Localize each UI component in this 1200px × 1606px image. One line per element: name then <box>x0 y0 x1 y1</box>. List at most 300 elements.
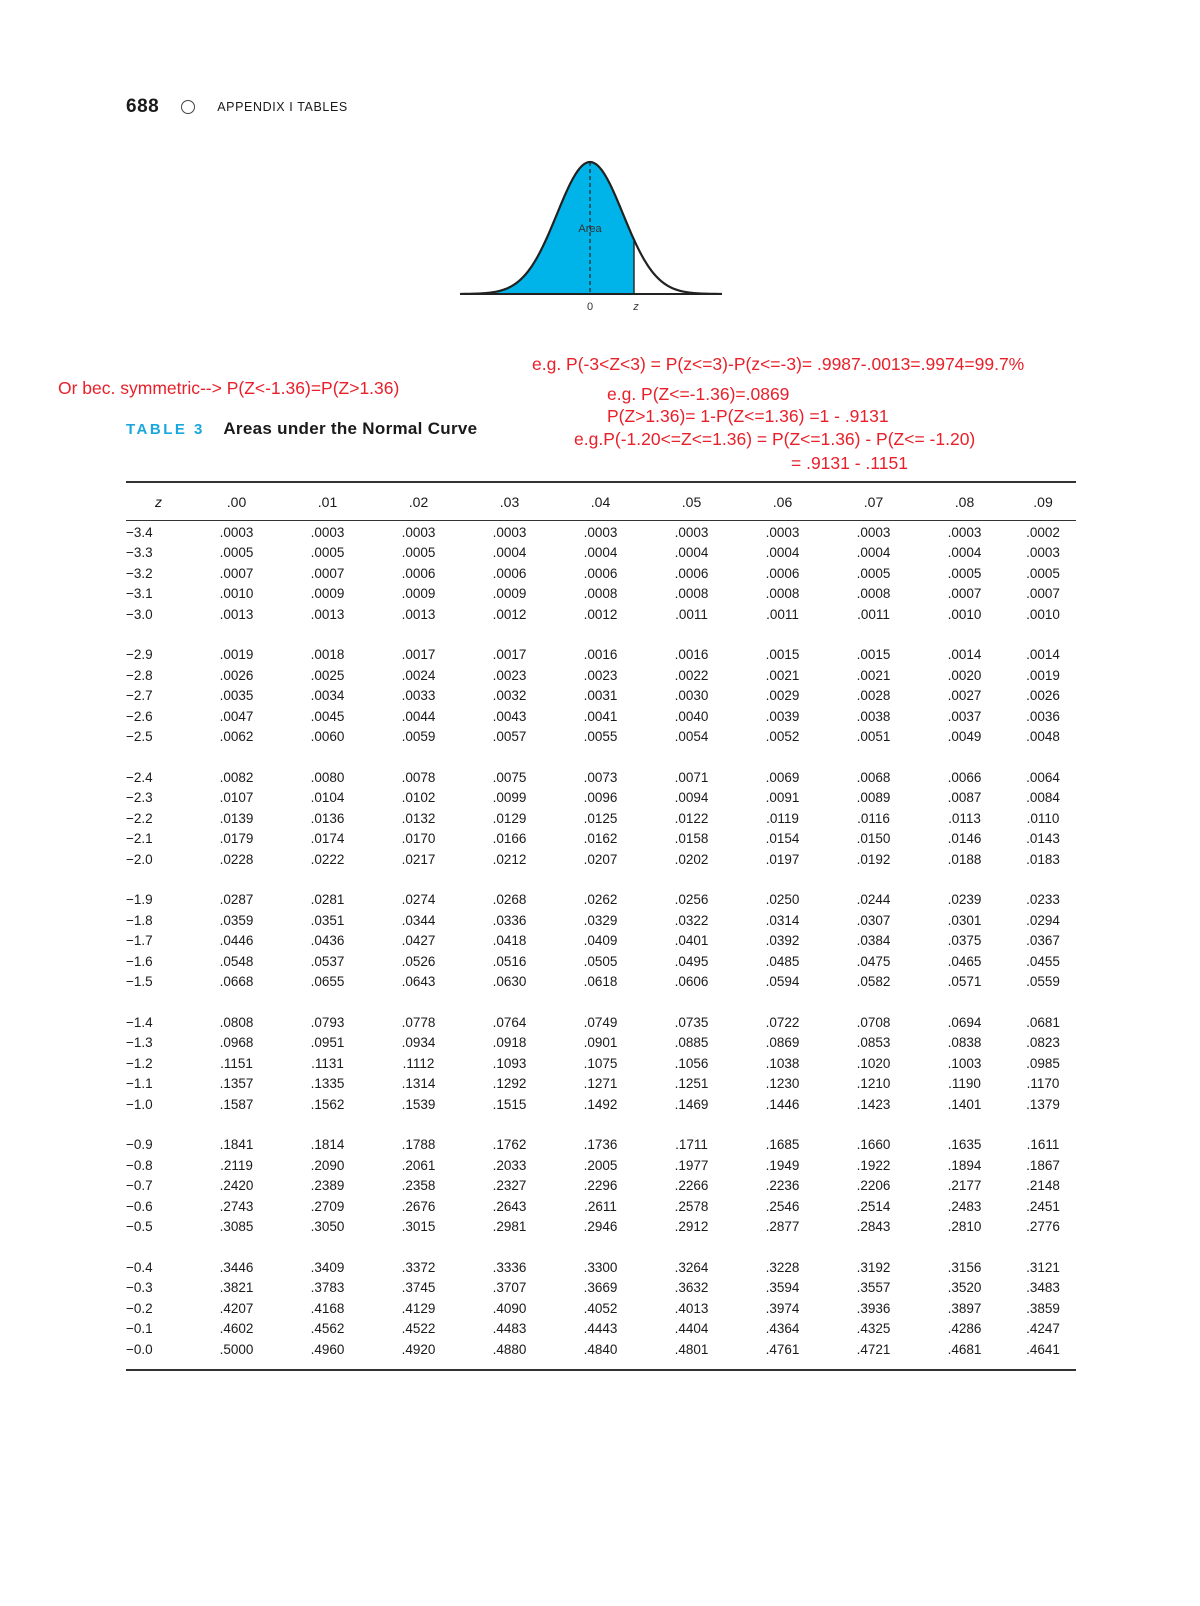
note-example-2: e.g. P(Z<=-1.36)=.0869 <box>607 384 790 404</box>
area-value-cell: .0004 <box>583 545 618 561</box>
table-row <box>126 604 1076 625</box>
area-value-cell: .0039 <box>765 708 800 724</box>
area-value-cell: .0011 <box>766 606 799 622</box>
area-value-cell: .0078 <box>401 769 436 785</box>
area-value-cell: .0129 <box>492 810 527 826</box>
table-row <box>126 890 1076 911</box>
area-value-cell: .0359 <box>219 912 254 928</box>
area-value-cell: .1038 <box>765 1055 800 1071</box>
area-value-cell: .2296 <box>583 1178 618 1194</box>
area-value-cell: .1401 <box>947 1096 982 1112</box>
area-value-cell: .3050 <box>310 1219 345 1235</box>
table-row <box>126 645 1076 666</box>
area-value-cell: .3228 <box>765 1259 800 1275</box>
area-value-cell: .0475 <box>856 953 891 969</box>
area-value-cell: .0006 <box>583 565 618 581</box>
area-value-cell: .1093 <box>492 1055 527 1071</box>
area-value-cell: .0010 <box>219 586 254 602</box>
area-value-cell: .4052 <box>583 1300 618 1316</box>
area-value-cell: .0179 <box>219 831 254 847</box>
area-value-cell: .0003 <box>492 524 527 540</box>
table-row <box>126 1339 1076 1360</box>
table-row <box>126 1135 1076 1156</box>
area-value-cell: .0485 <box>765 953 800 969</box>
block-spacer <box>126 870 1076 890</box>
area-value-cell: .0016 <box>674 647 709 663</box>
table-row <box>126 563 1076 584</box>
area-value-cell: .0793 <box>310 1014 345 1030</box>
note-example-3: P(Z>1.36)= 1-P(Z<=1.36) =1 - .9131 <box>607 406 889 426</box>
area-value-cell: .0869 <box>765 1035 800 1051</box>
area-value-cell: .2743 <box>219 1198 254 1214</box>
area-value-cell: .0010 <box>947 606 982 622</box>
area-value-cell: .2946 <box>583 1219 618 1235</box>
area-value-cell: .0436 <box>310 933 345 949</box>
area-value-cell: .0064 <box>1026 769 1060 785</box>
area-value-cell: .0004 <box>947 545 982 561</box>
area-value-cell: .0035 <box>219 688 254 704</box>
area-value-cell: .2810 <box>947 1219 982 1235</box>
area-value-cell: .3156 <box>947 1259 982 1275</box>
area-value-cell: .0048 <box>1026 729 1060 745</box>
area-value-cell: .0012 <box>583 606 618 622</box>
spacer-cell <box>126 870 1076 890</box>
area-value-cell: .0003 <box>1026 545 1060 561</box>
area-value-cell: .0495 <box>674 953 709 969</box>
area-value-cell: .0041 <box>583 708 618 724</box>
area-value-cell: .0007 <box>1026 586 1060 602</box>
area-value-cell: .0087 <box>947 790 982 806</box>
area-value-cell: .0008 <box>856 586 891 602</box>
area-value-cell: .0002 <box>1026 524 1060 540</box>
area-value-cell: .0004 <box>674 545 709 561</box>
area-value-cell: .1867 <box>1026 1157 1060 1173</box>
area-value-cell: .0136 <box>310 810 345 826</box>
area-value-cell: .0968 <box>219 1035 254 1051</box>
area-value-cell: .0455 <box>1026 953 1060 969</box>
area-value-cell: .2912 <box>674 1219 709 1235</box>
area-value-cell: .0823 <box>1026 1035 1060 1051</box>
area-value-cell: .3821 <box>219 1280 254 1296</box>
block-spacer <box>126 1237 1076 1257</box>
area-value-cell: .0091 <box>765 790 800 806</box>
area-value-cell: .0099 <box>492 790 527 806</box>
area-value-cell: .2061 <box>401 1157 436 1173</box>
area-value-cell: .3632 <box>674 1280 709 1296</box>
area-value-cell: .0025 <box>310 667 345 683</box>
area-value-cell: .0024 <box>401 667 436 683</box>
area-value-cell: .0003 <box>856 524 891 540</box>
z-value-cell: −2.8 <box>126 667 153 683</box>
area-value-cell: .1271 <box>583 1076 618 1092</box>
area-value-cell: .0005 <box>401 545 436 561</box>
area-value-cell: .2236 <box>765 1178 800 1194</box>
area-value-cell: .0885 <box>674 1035 709 1051</box>
area-value-cell: .0019 <box>1026 667 1060 683</box>
normal-curve-figure <box>460 150 740 330</box>
area-value-cell: .0019 <box>219 647 254 663</box>
page-header <box>126 96 348 118</box>
area-value-cell: .0239 <box>947 892 982 908</box>
area-value-cell: .0004 <box>492 545 527 561</box>
area-value-cell: .0107 <box>219 790 254 806</box>
area-value-cell: .3446 <box>219 1259 254 1275</box>
area-value-cell: .1922 <box>856 1157 891 1173</box>
area-value-cell: .3936 <box>856 1300 891 1316</box>
area-value-cell: .0052 <box>765 729 800 745</box>
area-value-cell: .1423 <box>856 1096 891 1112</box>
table-header-row <box>126 482 1076 522</box>
area-value-cell: .0694 <box>947 1014 982 1030</box>
area-value-cell: .4721 <box>856 1341 891 1357</box>
block-spacer <box>126 1115 1076 1135</box>
area-value-cell: .0516 <box>492 953 527 969</box>
area-value-cell: .4168 <box>310 1300 345 1316</box>
z-label: z <box>633 301 639 313</box>
area-value-cell: .4247 <box>1026 1321 1060 1337</box>
area-value-cell: .2266 <box>674 1178 709 1194</box>
area-value-cell: .0004 <box>856 545 891 561</box>
area-value-cell: .3859 <box>1026 1300 1060 1316</box>
area-value-cell: .1539 <box>401 1096 436 1112</box>
area-value-cell: .5000 <box>219 1341 254 1357</box>
area-value-cell: .0170 <box>401 831 436 847</box>
area-value-cell: .0582 <box>856 974 891 990</box>
z-value-cell: −1.1 <box>126 1076 153 1092</box>
area-value-cell: .0008 <box>765 586 800 602</box>
area-value-cell: .1314 <box>401 1076 436 1092</box>
area-value-cell: .0418 <box>492 933 527 949</box>
area-value-cell: .4761 <box>765 1341 800 1357</box>
area-value-cell: .0006 <box>674 565 709 581</box>
z-value-cell: −1.2 <box>126 1055 153 1071</box>
area-value-cell: .0020 <box>947 667 982 683</box>
area-value-cell: .2877 <box>765 1219 800 1235</box>
table-row <box>126 1298 1076 1319</box>
area-value-cell: .4602 <box>219 1321 254 1337</box>
z-value-cell: −1.9 <box>126 892 153 908</box>
area-value-cell: .0985 <box>1026 1055 1060 1071</box>
table-bottom-rule <box>126 1369 1076 1371</box>
area-value-cell: .2676 <box>401 1198 436 1214</box>
area-value-cell: .0307 <box>856 912 891 928</box>
area-value-cell: .0217 <box>401 851 436 867</box>
area-value-cell: .0143 <box>1026 831 1060 847</box>
area-value-cell: .0073 <box>583 769 618 785</box>
area-value-cell: .4562 <box>310 1321 345 1337</box>
area-value-cell: .1977 <box>674 1157 709 1173</box>
note-example-4: e.g.P(-1.20<=Z<=1.36) = P(Z<=1.36) - P(Z<= -1.20) <box>574 429 976 449</box>
area-value-cell: .0526 <box>401 953 436 969</box>
area-value-cell: .1635 <box>947 1137 982 1153</box>
area-value-cell: .2981 <box>492 1219 527 1235</box>
z-value-cell: −3.0 <box>126 606 153 622</box>
z-value-cell: −0.4 <box>126 1259 153 1275</box>
area-value-cell: .0045 <box>310 708 345 724</box>
area-value-cell: .0212 <box>492 851 527 867</box>
area-value-cell: .0047 <box>219 708 254 724</box>
table-row <box>126 1196 1076 1217</box>
area-value-cell: .0233 <box>1026 892 1060 908</box>
area-value-cell: .0150 <box>856 831 891 847</box>
column-header: .06 <box>772 494 793 510</box>
area-value-cell: .0329 <box>583 912 618 928</box>
area-value-cell: .3594 <box>765 1280 800 1296</box>
area-value-cell: .0057 <box>492 729 527 745</box>
area-value-cell: .0062 <box>219 729 254 745</box>
area-value-cell: .4286 <box>947 1321 982 1337</box>
area-value-cell: .3897 <box>947 1300 982 1316</box>
column-header: .05 <box>681 494 702 510</box>
table-row <box>126 584 1076 605</box>
area-value-cell: .0174 <box>310 831 345 847</box>
area-value-cell: .0367 <box>1026 933 1060 949</box>
area-value-cell: .0154 <box>765 831 800 847</box>
area-value-cell: .0007 <box>947 586 982 602</box>
area-value-cell: .0401 <box>674 933 709 949</box>
area-value-cell: .0294 <box>1026 912 1060 928</box>
z-value-cell: −1.6 <box>126 953 153 969</box>
area-value-cell: .3707 <box>492 1280 527 1296</box>
area-value-cell: .0606 <box>674 974 709 990</box>
block-spacer <box>126 747 1076 767</box>
area-value-cell: .0054 <box>674 729 709 745</box>
area-value-cell: .3121 <box>1026 1259 1060 1275</box>
area-value-cell: .0015 <box>856 647 891 663</box>
area-value-cell: .0069 <box>765 769 800 785</box>
spacer-cell <box>126 747 1076 767</box>
area-value-cell: .0505 <box>583 953 618 969</box>
area-value-cell: .2358 <box>401 1178 436 1194</box>
area-value-cell: .0008 <box>674 586 709 602</box>
area-value-cell: .2546 <box>765 1198 800 1214</box>
area-value-cell: .1131 <box>311 1055 344 1071</box>
area-value-cell: .0011 <box>675 606 708 622</box>
area-value-cell: .0005 <box>219 545 254 561</box>
area-value-cell: .0003 <box>401 524 436 540</box>
area-value-cell: .2005 <box>583 1157 618 1173</box>
area-value-cell: .0026 <box>1026 688 1060 704</box>
area-value-cell: .1357 <box>219 1076 254 1092</box>
z-value-cell: −1.0 <box>126 1096 153 1112</box>
z-value-cell: −0.1 <box>126 1321 153 1337</box>
area-value-cell: .0021 <box>856 667 891 683</box>
area-value-cell: .1587 <box>219 1096 254 1112</box>
spacer-cell <box>126 625 1076 645</box>
area-value-cell: .0778 <box>401 1014 436 1030</box>
area-value-cell: .3300 <box>583 1259 618 1275</box>
area-value-cell: .1562 <box>310 1096 345 1112</box>
table-row <box>126 1053 1076 1074</box>
area-value-cell: .0465 <box>947 953 982 969</box>
area-value-cell: .3520 <box>947 1280 982 1296</box>
area-value-cell: .1611 <box>1026 1137 1060 1153</box>
area-value-cell: .0409 <box>583 933 618 949</box>
table-row <box>126 829 1076 850</box>
area-value-cell: .1020 <box>856 1055 891 1071</box>
area-value-cell: .0023 <box>583 667 618 683</box>
area-value-cell: .0007 <box>310 565 345 581</box>
area-value-cell: .2177 <box>947 1178 982 1194</box>
area-value-cell: .4013 <box>674 1300 709 1316</box>
area-value-cell: .0027 <box>947 688 982 704</box>
area-value-cell: .0594 <box>765 974 800 990</box>
table-row <box>126 788 1076 809</box>
z-value-cell: −2.7 <box>126 688 153 704</box>
area-value-cell: .1814 <box>310 1137 345 1153</box>
area-value-cell: .3372 <box>401 1259 436 1275</box>
area-value-cell: .0003 <box>765 524 800 540</box>
z-value-cell: −3.4 <box>126 524 153 540</box>
area-value-cell: .0192 <box>856 851 891 867</box>
area-value-cell: .4880 <box>492 1341 527 1357</box>
area-value-cell: .0016 <box>583 647 618 663</box>
page-number: 688 <box>126 96 160 117</box>
area-value-cell: .0006 <box>401 565 436 581</box>
area-value-cell: .0007 <box>219 565 254 581</box>
table-row <box>126 1033 1076 1054</box>
area-value-cell: .1230 <box>765 1076 800 1092</box>
area-value-cell: .1151 <box>220 1055 253 1071</box>
column-header: .04 <box>590 494 611 510</box>
table-block <box>126 522 1076 625</box>
area-value-cell: .0764 <box>492 1014 527 1030</box>
area-value-cell: .1446 <box>765 1096 800 1112</box>
area-value-cell: .0351 <box>310 912 345 928</box>
area-value-cell: .0681 <box>1026 1014 1060 1030</box>
area-value-cell: .2033 <box>492 1157 527 1173</box>
area-value-cell: .0537 <box>310 953 345 969</box>
area-value-cell: .0051 <box>856 729 891 745</box>
area-value-cell: .0004 <box>765 545 800 561</box>
area-value-cell: .4641 <box>1026 1341 1060 1357</box>
area-value-cell: .3557 <box>856 1280 891 1296</box>
table-row <box>126 767 1076 788</box>
area-value-cell: .3264 <box>674 1259 709 1275</box>
area-value-cell: .0119 <box>766 810 799 826</box>
area-value-cell: .4522 <box>401 1321 436 1337</box>
area-value-cell: .4090 <box>492 1300 527 1316</box>
area-value-cell: .0244 <box>856 892 891 908</box>
area-value-cell: .0017 <box>492 647 527 663</box>
area-value-cell: .0901 <box>583 1035 618 1051</box>
area-value-cell: .4325 <box>856 1321 891 1337</box>
area-value-cell: .0655 <box>310 974 345 990</box>
z-value-cell: −2.0 <box>126 851 153 867</box>
area-value-cell: .0096 <box>583 790 618 806</box>
area-value-cell: .0028 <box>856 688 891 704</box>
area-value-cell: .0104 <box>310 790 345 806</box>
area-value-cell: .2776 <box>1026 1219 1060 1235</box>
area-value-cell: .0014 <box>1026 647 1060 663</box>
area-value-cell: .0031 <box>583 688 618 704</box>
area-value-cell: .0071 <box>674 769 709 785</box>
area-value-cell: .0036 <box>1026 708 1060 724</box>
area-value-cell: .0749 <box>583 1014 618 1030</box>
area-value-cell: .1190 <box>948 1076 981 1092</box>
column-header: .00 <box>226 494 247 510</box>
area-value-cell: .3015 <box>401 1219 436 1235</box>
table-block <box>126 1012 1076 1115</box>
area-value-cell: .1251 <box>674 1076 709 1092</box>
area-value-cell: .1292 <box>492 1076 527 1092</box>
area-value-cell: .0014 <box>947 647 982 663</box>
z-value-cell: −2.2 <box>126 810 153 826</box>
area-value-cell: .0003 <box>947 524 982 540</box>
table-row <box>126 1094 1076 1115</box>
z-value-cell: −3.3 <box>126 545 153 561</box>
area-value-cell: .1711 <box>675 1137 708 1153</box>
column-header: .09 <box>1033 494 1053 510</box>
area-value-cell: .0026 <box>219 667 254 683</box>
z-value-cell: −3.1 <box>126 586 153 602</box>
area-value-cell: .0222 <box>310 851 345 867</box>
area-value-cell: .0375 <box>947 933 982 949</box>
area-value-cell: .0013 <box>401 606 436 622</box>
area-value-cell: .0268 <box>492 892 527 908</box>
area-value-cell: .0005 <box>1026 565 1060 581</box>
area-value-cell: .0006 <box>765 565 800 581</box>
z-value-cell: −2.4 <box>126 769 153 785</box>
area-value-cell: .0094 <box>674 790 709 806</box>
table-row <box>126 686 1076 707</box>
table-row <box>126 972 1076 993</box>
area-value-cell: .1788 <box>401 1137 436 1153</box>
area-value-cell: .4404 <box>674 1321 709 1337</box>
area-value-cell: .0059 <box>401 729 436 745</box>
table-caption <box>126 419 477 439</box>
table-row <box>126 849 1076 870</box>
area-value-cell: .0005 <box>310 545 345 561</box>
area-value-cell: .0314 <box>765 912 800 928</box>
normal-curve-table <box>126 482 1076 1360</box>
table-row <box>126 522 1076 543</box>
area-value-cell: .1660 <box>856 1137 891 1153</box>
area-value-cell: .0011 <box>857 606 890 622</box>
area-value-cell: .1379 <box>1026 1096 1060 1112</box>
table-block <box>126 645 1076 748</box>
area-value-cell: .0301 <box>947 912 982 928</box>
area-value-cell: .0010 <box>1026 606 1060 622</box>
area-value-cell: .0023 <box>492 667 527 683</box>
area-value-cell: .3483 <box>1026 1280 1060 1296</box>
area-value-cell: .0139 <box>219 810 254 826</box>
z-value-cell: −0.6 <box>126 1198 153 1214</box>
area-value-cell: .2119 <box>220 1157 253 1173</box>
z-value-cell: −2.1 <box>126 831 153 847</box>
area-value-cell: .0618 <box>583 974 618 990</box>
area-value-cell: .0322 <box>674 912 709 928</box>
area-value-cell: .0427 <box>401 933 436 949</box>
z-value-cell: −0.2 <box>126 1300 153 1316</box>
area-value-cell: .4364 <box>765 1321 800 1337</box>
area-value-cell: .0029 <box>765 688 800 704</box>
area-value-cell: .0049 <box>947 729 982 745</box>
area-value-cell: .0012 <box>492 606 527 622</box>
area-value-cell: .2420 <box>219 1178 254 1194</box>
area-value-cell: .1056 <box>674 1055 709 1071</box>
area-value-cell: .3085 <box>219 1219 254 1235</box>
area-value-cell: .0003 <box>310 524 345 540</box>
column-header: .01 <box>317 494 338 510</box>
area-value-cell: .0003 <box>583 524 618 540</box>
area-value-cell: .0344 <box>401 912 436 928</box>
area-value-cell: .0009 <box>310 586 345 602</box>
area-value-cell: .1210 <box>856 1076 891 1092</box>
table-row <box>126 727 1076 748</box>
table-block <box>126 1257 1076 1360</box>
area-value-cell: .0571 <box>947 974 982 990</box>
